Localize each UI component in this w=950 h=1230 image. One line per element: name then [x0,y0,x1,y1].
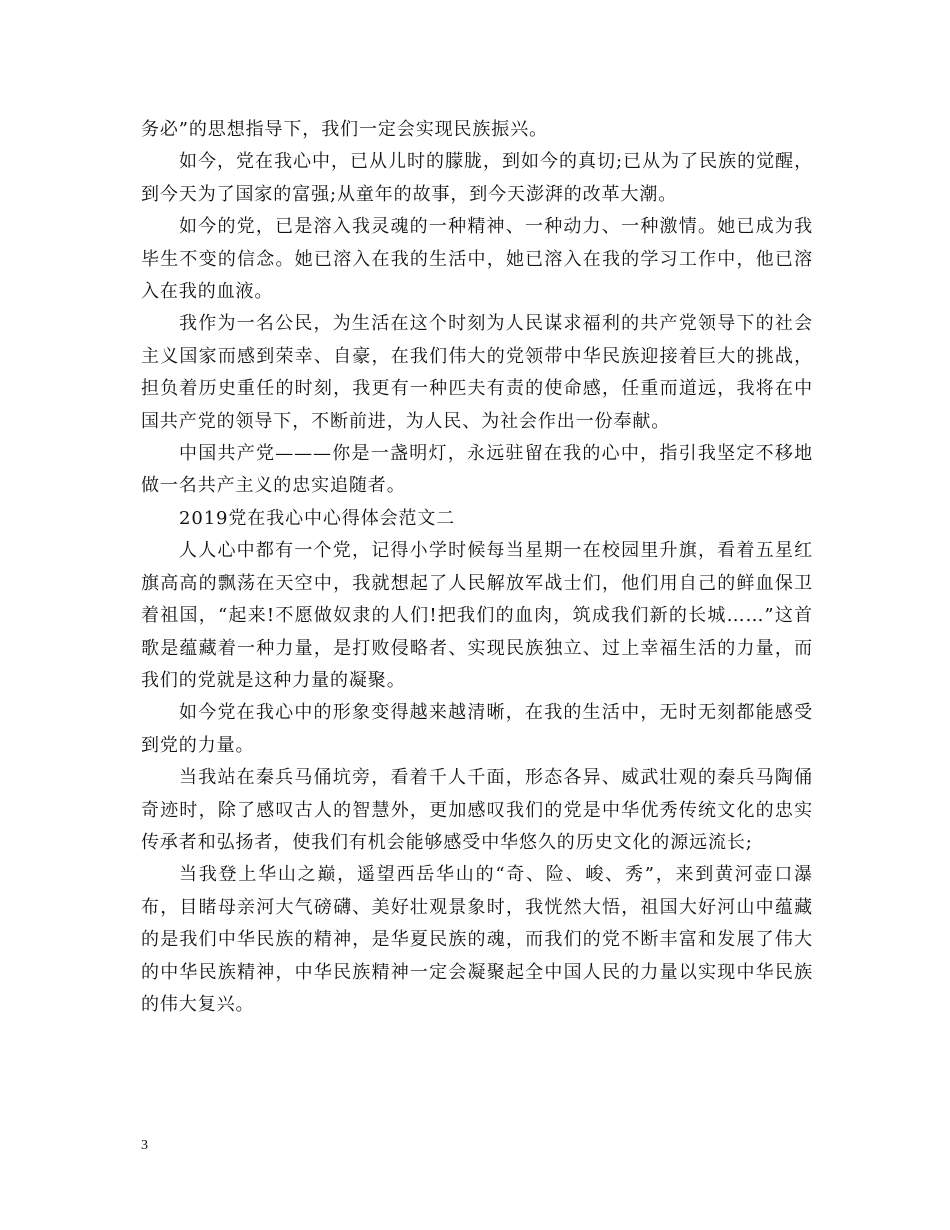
paragraph: 人人心中都有一个党，记得小学时候每当星期一在校园里升旗，看着五星红旗高高的飘荡在天空中，我就想起了人民解放军战士们，他们用自己的鲜血保卫着祖国，“起来!不愿做奴隶的人们!把我们的血肉，筑成我们新的长城……”这首歌是蕴藏着一种力量，是打败侵略者、实现民族独立、过上幸福生活的力量，而我们的党就是这种力量的凝聚。 [141,540,813,691]
paragraph: 中国共产党———你是一盏明灯，永远驻留在我的心中，指引我坚定不移地做一名共产主义的忠实追随者。 [141,443,813,497]
document-body [141,114,813,1021]
paragraph: 我作为一名公民，为生活在这个时刻为人民谋求福利的共产党领导下的社会主义国家而感到荣幸、自豪，在我们伟大的党领带中华民族迎接着巨大的挑战，担负着历史重任的时刻，我更有一种匹夫有责的使命感，任重而道远，我将在中国共产党的领导下，不断前进，为人民、为社会作出一份奉献。 [141,313,813,432]
paragraph: 如今，党在我心中，已从儿时的朦胧，到如今的真切;已从为了民族的觉醒，到今天为了国家的富强;从童年的故事，到今天澎湃的改革大潮。 [141,151,813,205]
paragraph: 如今的党，已是溶入我灵魂的一种精神、一种动力、一种激情。她已成为我毕生不变的信念。她已溶入在我的生活中，她已溶入在我的学习工作中，他已溶入在我的血液。 [141,216,813,303]
paragraph: 如今党在我心中的形象变得越来越清晰，在我的生活中，无时无刻都能感受到党的力量。 [141,702,813,756]
paragraph: 当我站在秦兵马俑坑旁，看着千人千面，形态各异、威武壮观的秦兵马陶俑奇迹时，除了感叹古人的智慧外，更加感叹我们的党是中华优秀传统文化的忠实传承者和弘扬者，使我们有机会能够感受中华悠久的历史文化的源远流长; [141,767,813,853]
page-number: 3 [141,1138,148,1153]
section-heading: 2019党在我心中心得体会范文二 [179,507,456,529]
paragraph: 务必”的思想指导下，我们一定会实现民族振兴。 [141,119,548,140]
paragraph: 当我登上华山之巅，遥望西岳华山的“奇、险、峻、秀”，来到黄河壶口瀑布，目睹母亲河大气磅礴、美好壮观景象时，我恍然大悟，祖国大好河山中蕴藏的是我们中华民族的精神，是华夏民族的魂，而我们的党不断丰富和发展了伟大的中华民族精神，中华民族精神一定会凝聚起全中国人民的力量以实现中华民族的伟大复兴。 [141,864,813,1015]
